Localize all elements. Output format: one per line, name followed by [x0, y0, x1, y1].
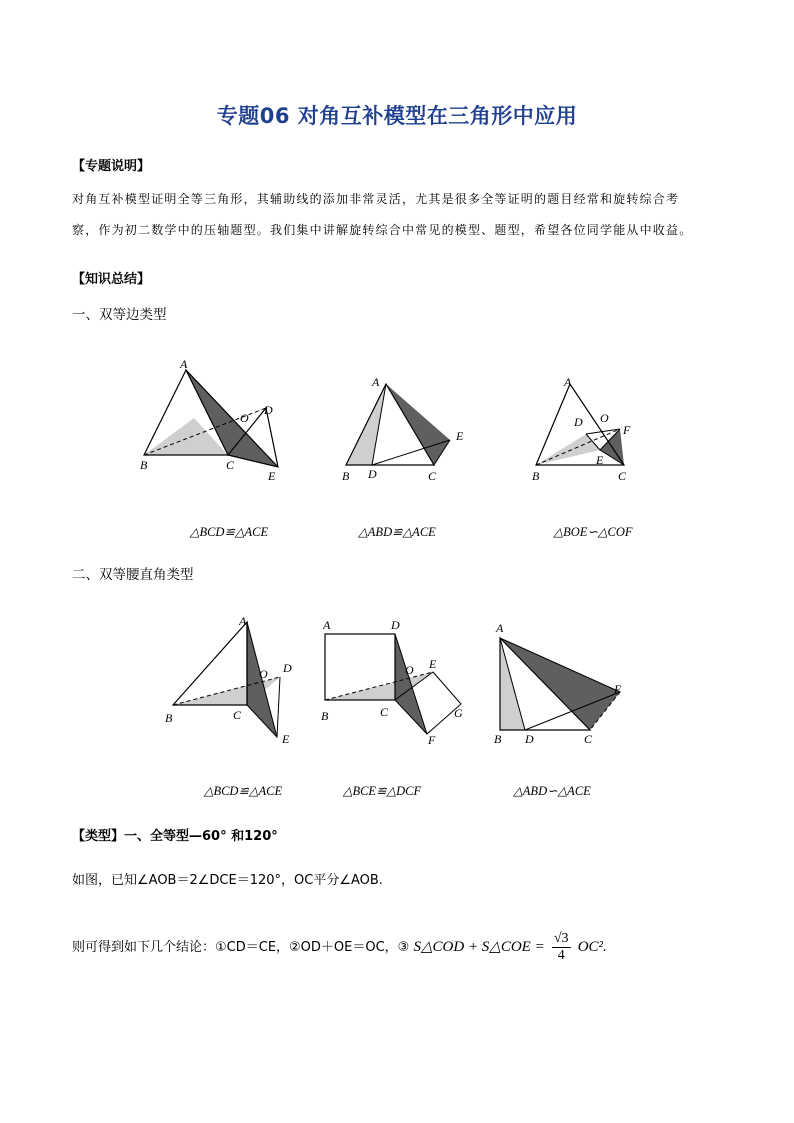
label: E: [596, 453, 604, 467]
formula-tail: OC².: [577, 939, 607, 955]
label: A: [323, 618, 331, 632]
label: O: [259, 667, 268, 681]
label: B: [342, 469, 350, 483]
label: E: [282, 732, 290, 746]
intro-paragraph: [72, 184, 732, 246]
label: O: [600, 411, 609, 425]
label: E: [268, 469, 276, 483]
fraction: [552, 931, 571, 964]
caption: △BOE∽△COF: [553, 525, 633, 539]
intro-line-2: 察，作为初二数学中的压轴题型。我们集中讲解旋转综合中常见的模型、题型，希望各位同学能从中收益。: [72, 223, 693, 237]
label: D: [264, 403, 273, 417]
caption: △ABD∽△ACE: [513, 784, 591, 798]
label: D: [283, 661, 292, 675]
figure-right-isosceles-1: [155, 612, 305, 747]
label: O: [240, 411, 249, 425]
model-conclusion: [72, 931, 607, 964]
figure-right-isosceles-2: [315, 612, 475, 747]
label: O: [405, 663, 414, 677]
intro-heading: 【专题说明】: [72, 159, 151, 174]
fraction-denominator: 4: [557, 948, 565, 963]
label: A: [496, 621, 504, 635]
label: A: [372, 375, 380, 389]
summary-heading: 【知识总结】: [72, 272, 151, 287]
label: E: [456, 429, 464, 443]
label: C: [380, 705, 389, 719]
label: B: [532, 469, 540, 483]
intro-line-1: 对角互补模型证明全等三角形，其辅助线的添加非常灵活，尤其是很多全等证明的题目经常和旋转综合考: [72, 192, 680, 206]
model-heading: 【类型】一、全等型—60° 和120°: [72, 829, 278, 844]
label: B: [140, 458, 148, 472]
caption: △BCD≌△ACE: [189, 525, 269, 539]
caption: △BCD≌△ACE: [203, 784, 283, 798]
label: F: [428, 733, 436, 747]
fraction-numerator: √3: [553, 931, 569, 946]
label: B: [494, 732, 502, 746]
conclusion-text: 则可得到如下几个结论：①CD＝CE，②OD＋OE＝OC，③: [72, 940, 410, 955]
label: A: [564, 375, 572, 389]
type1-heading: 一、双等边类型: [72, 307, 167, 323]
label: B: [321, 709, 329, 723]
label: A: [239, 614, 247, 628]
formula-lhs: S△COD + S△COE =: [413, 939, 545, 955]
label: E: [614, 682, 622, 696]
label: F: [623, 423, 631, 437]
label: A: [180, 357, 188, 371]
figure-equilateral-3: [520, 372, 650, 487]
label: D: [574, 415, 583, 429]
model-given: 如图，已知∠AOB＝2∠DCE＝120°，OC平分∠AOB.: [72, 873, 383, 888]
label: E: [429, 657, 437, 671]
label: C: [618, 469, 627, 483]
label: C: [226, 458, 235, 472]
label: B: [165, 711, 173, 725]
label: C: [428, 469, 437, 483]
caption: △ABD≌△ACE: [358, 525, 436, 539]
label: D: [391, 618, 400, 632]
caption: △BCE≌△DCF: [342, 784, 422, 798]
figure-equilateral-1: [130, 352, 300, 487]
figure-equilateral-2: [330, 372, 480, 487]
label: C: [233, 708, 242, 722]
type2-heading: 二、双等腰直角类型: [72, 567, 194, 583]
label: D: [368, 467, 377, 481]
label: G: [454, 706, 463, 720]
figure-right-isosceles-3: [490, 612, 630, 747]
shaded-ace: [386, 384, 450, 465]
label: D: [525, 732, 534, 746]
page-title: 专题06 对角互补模型在三角形中应用: [216, 104, 578, 128]
label: C: [584, 732, 593, 746]
